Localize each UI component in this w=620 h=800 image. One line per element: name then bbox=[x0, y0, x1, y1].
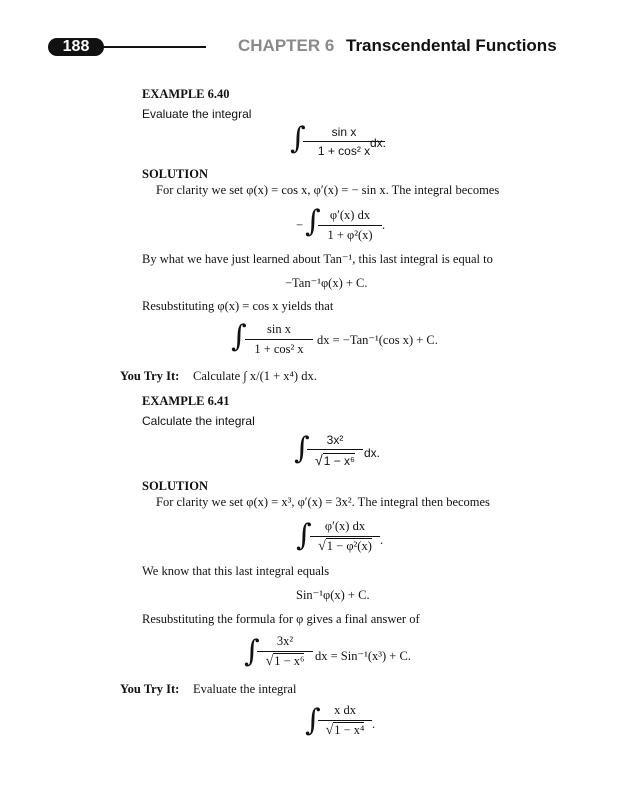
integral-sign: ∫ bbox=[305, 703, 321, 738]
header-rule bbox=[96, 46, 206, 48]
integral-sign: ∫ bbox=[290, 121, 306, 156]
final-result: dx = −Tan⁻¹(cos x) + C. bbox=[317, 333, 438, 347]
fraction-numerator: sin x bbox=[331, 125, 357, 139]
integral-sign: ∫ bbox=[294, 431, 310, 466]
fraction-denominator: 1 + cos² x bbox=[245, 339, 313, 357]
radicand: 1 − x⁶ bbox=[274, 654, 305, 668]
equation-fraction bbox=[318, 208, 382, 243]
integral-sign: ∫ bbox=[305, 204, 321, 239]
try-it-label: You Try It: bbox=[120, 369, 180, 383]
page-number: 188 bbox=[48, 38, 104, 56]
fraction-denominator: √1 − x⁶ bbox=[307, 449, 363, 468]
fraction-numerator: 3x² bbox=[276, 634, 294, 648]
solution-step: Resubstituting φ(x) = cos x yields that bbox=[142, 299, 334, 313]
fraction-denominator: √1 − φ²(x) bbox=[310, 536, 380, 555]
integral-sign: ∫ bbox=[231, 319, 247, 354]
example-prompt: Calculate the integral bbox=[142, 414, 255, 428]
integral-tail: dx. bbox=[370, 136, 387, 150]
example-heading: EXAMPLE 6.41 bbox=[142, 394, 230, 408]
radicand: 1 − φ²(x) bbox=[326, 539, 372, 553]
example-prompt: Evaluate the integral bbox=[142, 107, 252, 121]
equation-tail: . bbox=[372, 717, 376, 731]
equation-fraction bbox=[310, 519, 380, 555]
integral-fraction bbox=[307, 433, 363, 468]
fraction-numerator: φ′(x) dx bbox=[324, 519, 366, 533]
radicand: 1 − x⁶ bbox=[323, 454, 355, 468]
equation-tail: . bbox=[382, 218, 386, 232]
final-result: dx = Sin⁻¹(x³) + C. bbox=[315, 649, 411, 663]
integral-sign: ∫ bbox=[244, 634, 260, 669]
solution-step: For clarity we set φ(x) = cos x, φ′(x) = − sin x. The integral becomes bbox=[156, 183, 500, 197]
try-it-text: Evaluate the integral bbox=[193, 682, 297, 696]
minus-sign: − bbox=[296, 218, 304, 232]
integral-tail: dx. bbox=[364, 446, 381, 460]
solution-label: SOLUTION bbox=[142, 167, 208, 181]
solution-step: For clarity we set φ(x) = x³, φ′(x) = 3x². The integral then becomes bbox=[156, 495, 490, 509]
chapter-title: Transcendental Functions bbox=[346, 36, 557, 55]
equation-tail: . bbox=[380, 533, 384, 547]
result-equation: −Tan⁻¹φ(x) + C. bbox=[285, 276, 368, 290]
equation-fraction bbox=[257, 634, 313, 670]
fraction-numerator: φ′(x) dx bbox=[329, 208, 371, 222]
solution-step: We know that this last integral equals bbox=[142, 564, 330, 578]
solution-step: Resubstituting the formula for φ gives a final answer of bbox=[142, 612, 420, 626]
fraction-denominator: √1 − x⁶ bbox=[257, 651, 313, 670]
fraction-numerator: x dx bbox=[334, 703, 356, 717]
solution-step: By what we have just learned about Tan⁻¹, this last integral is equal to bbox=[142, 252, 493, 266]
fraction-denominator: √1 − x⁴ bbox=[318, 720, 372, 739]
example-heading: EXAMPLE 6.40 bbox=[142, 87, 230, 101]
solution-label: SOLUTION bbox=[142, 479, 208, 493]
equation-fraction bbox=[245, 322, 313, 357]
fraction-numerator: 3x² bbox=[326, 433, 344, 447]
fraction-denominator: 1 + φ²(x) bbox=[318, 225, 382, 243]
try-it-text: Calculate ∫ x/(1 + x⁴) dx. bbox=[193, 369, 317, 383]
equation-fraction bbox=[318, 703, 372, 739]
fraction-denominator: 1 + cos² x bbox=[303, 141, 385, 158]
fraction-numerator: sin x bbox=[267, 322, 291, 336]
integral-sign: ∫ bbox=[296, 518, 312, 553]
chapter-label: CHAPTER 6 bbox=[238, 36, 335, 55]
result-equation: Sin⁻¹φ(x) + C. bbox=[296, 588, 370, 602]
radicand: 1 − x⁴ bbox=[334, 723, 365, 737]
try-it-label: You Try It: bbox=[120, 682, 180, 696]
